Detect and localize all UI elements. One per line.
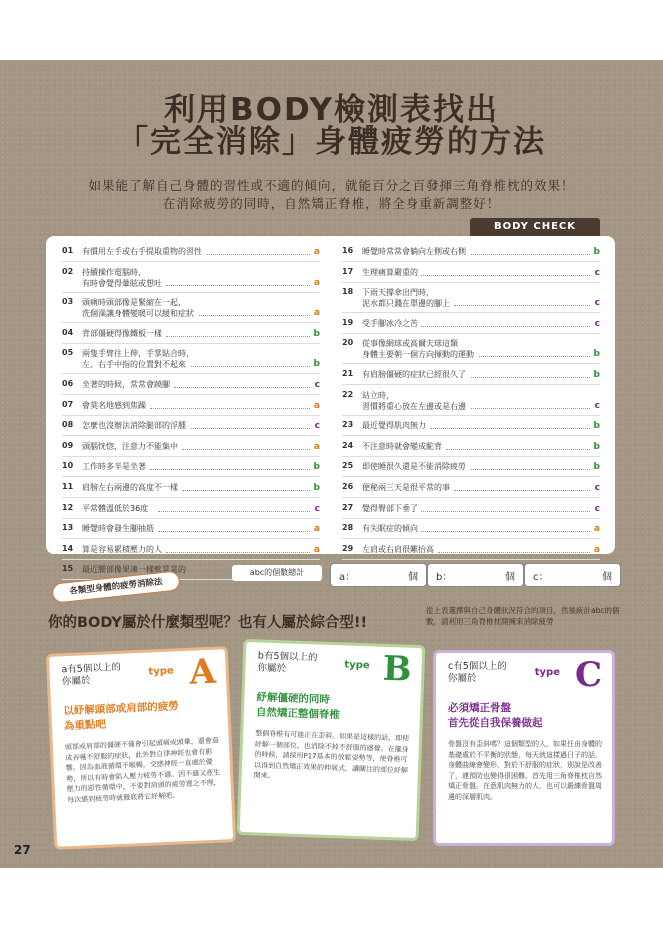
body-type-note: 從上表選擇與自己身體狀況符合的項目，然後統計abc的個數，請利用三角脊椎枕開擁來消除疲勞 <box>426 606 620 626</box>
checklist-item <box>62 379 320 393</box>
count-key: c： <box>533 572 549 583</box>
page-number: 27 <box>14 843 31 857</box>
checklist-item-text: 睡覺時常常會躺向左側或右側 <box>362 247 466 256</box>
checklist-item-text: 最近覺得肌肉無力 <box>362 421 426 431</box>
checklist-item-number: 04 <box>62 327 74 337</box>
checklist-item-number: 26 <box>342 482 354 491</box>
checklist-item <box>342 544 600 558</box>
checklist-item <box>62 267 320 291</box>
checklist-item-type: c <box>594 483 600 493</box>
checklist-item <box>342 338 600 362</box>
body-type-question: 你的BODY屬於什麼類型呢？也有人屬於綜合型!! <box>48 615 368 631</box>
checklist-item <box>342 523 600 537</box>
checklist-item-text: 兩隻手臂往上伸，手掌貼合時， <box>82 349 194 359</box>
checklist-item-number: 28 <box>342 523 354 533</box>
checklist-item-text: 有失眠症的傾向 <box>362 524 418 534</box>
checklist-item-type: a <box>313 524 320 535</box>
checklist-item-text: 覺得臀部下垂了 <box>362 503 418 513</box>
type-condition-suffix: 你屬於 <box>257 662 287 675</box>
checklist-item <box>62 544 320 558</box>
checklist-item-type: c <box>314 421 320 432</box>
checklist-item-text: 有時會覺得暈眩或想吐 <box>82 278 162 288</box>
checklist-item <box>342 503 600 517</box>
type-condition: c有5個以上的 <box>448 661 507 672</box>
checklist-item-number: 19 <box>342 317 354 327</box>
checklist-item-text: 泥水都只濺在單邊的腳上 <box>362 299 450 309</box>
checklist-item-number: 12 <box>62 502 74 512</box>
checklist-item-type: b <box>313 328 320 339</box>
checklist-item <box>62 297 320 321</box>
checklist-item-type: a <box>313 277 320 288</box>
checklist-item-number: 22 <box>342 389 354 399</box>
checklist-item-number: 13 <box>62 523 74 533</box>
checklist-item <box>62 420 320 434</box>
checklist-item-text: 算是容易累積壓力的人 <box>82 544 162 554</box>
checklist-item-number: 06 <box>62 379 74 388</box>
count-box-a[interactable] <box>330 563 427 587</box>
checklist-item-text: 下雨天撐傘出門時， <box>362 288 434 298</box>
checklist-item-text: 習慣將重心放在左邊或是右邊 <box>362 401 466 411</box>
checklist-item-text: 有慣用左手或右手提取重物的習性 <box>82 247 202 256</box>
checklist-item-number: 25 <box>342 461 354 471</box>
checklist-item-type: c <box>594 318 600 329</box>
checklist-item-number: 05 <box>62 348 74 358</box>
subtitle-line2: 在消除疲勞的同時，自然矯正脊椎，將全身重新調整好！ <box>162 196 501 211</box>
subtitle-line1: 如果能了解自己身體的習性或不適的傾向，就能百分之百發揮三角脊椎枕的效果！ <box>88 178 575 193</box>
checklist-item-type: a <box>313 544 320 555</box>
checklist-item-number: 09 <box>62 440 74 450</box>
checklist-item-type: b <box>313 462 320 473</box>
checklist-item-type: c <box>594 298 600 309</box>
checklist-item-type: a <box>313 247 320 257</box>
checklist-item-text: 從事像網球或高爾夫球這類 <box>362 339 458 349</box>
checklist-item-type: a <box>313 400 320 411</box>
type-condition: a有5個以上的 <box>61 661 122 676</box>
checklist-item-type: c <box>314 380 320 390</box>
type-letter: B <box>382 648 413 690</box>
type-card-b <box>237 639 426 841</box>
checklist-item-type: b <box>313 359 320 370</box>
type-heading: 紓解僵硬的同時 <box>256 691 331 706</box>
checklist-item-type: a <box>313 308 320 319</box>
checklist-item-type: c <box>314 503 320 514</box>
checklist-item-type: b <box>593 441 600 452</box>
checklist-item <box>342 461 600 475</box>
checklist-item-text: 持續操作電腦時， <box>82 267 146 277</box>
checklist-item-number: 24 <box>342 440 354 450</box>
checklist-item-type: a <box>313 441 320 452</box>
checklist-item-text: 左肩或右肩很難抬高 <box>362 544 434 554</box>
checklist-item-number: 10 <box>62 461 74 471</box>
checklist-item-number: 15 <box>62 564 74 574</box>
checklist-item-type: a <box>593 524 600 535</box>
type-heading: 為重點吧 <box>63 718 107 733</box>
checklist-item <box>342 369 600 383</box>
checklist-item <box>62 400 320 414</box>
checklist-item-text: 平常體溫低於36度 <box>82 503 149 513</box>
checklist-item <box>62 503 320 517</box>
checklist-item-text: 怎麼也沒辦法消除腿部的浮腫 <box>82 421 186 431</box>
type-description: 整個脊椎有可能正在歪斜。如果是這樣的話，即使紓解一個部位，也消除不掉不舒服的感覺。在擺身的時候，請採用P17基本的放鬆姿勢等，使脊椎可以得到自然矯正效果的伸展式，讓關注的部位紓解開來。 <box>253 729 410 781</box>
type-condition: b有5個以上的 <box>257 650 318 664</box>
checklist-item <box>62 523 320 537</box>
checklist-item <box>342 267 600 281</box>
checklist-item <box>342 287 600 311</box>
checklist-item-type: b <box>313 483 320 493</box>
checklist-item-text: 工作時多半是坐著 <box>82 462 146 472</box>
checklist-item-type: b <box>593 349 600 360</box>
checklist-item-number: 27 <box>342 502 354 512</box>
count-box-b[interactable] <box>427 563 524 587</box>
count-unit: 個 <box>602 572 612 583</box>
checklist-item-text: 不注意時就會變成駝背 <box>362 441 442 451</box>
checklist-item-text: 睡覺時會發生腳抽筋 <box>82 524 154 534</box>
checklist-item-type: c <box>594 267 600 278</box>
type-heading: 必須矯正骨盤 <box>448 702 511 714</box>
count-unit: 個 <box>408 572 418 583</box>
checklist-item-text: 背部僵硬得像鐵板一樣 <box>82 328 162 338</box>
checklist-item <box>62 441 320 455</box>
checklist-item-number: 16 <box>342 246 354 255</box>
checklist-item-text: 有肩膀僵硬的症狀已經很久了 <box>362 370 466 379</box>
checklist-item-text: 頭痛時頭部像是緊縮在一起， <box>82 298 186 308</box>
checklist-item-number: 20 <box>342 338 354 348</box>
type-condition-suffix: 你屬於 <box>448 673 477 684</box>
checklist-item-text: 最近腰部像果凍一樣軟晃晃的 <box>82 565 186 575</box>
checklist-item-text: 肩膀左右兩邊的高度不一樣 <box>82 483 178 492</box>
checklist-item-text: 左、右手中指的位置對不起來 <box>82 360 186 370</box>
checklist-item-number: 03 <box>62 297 74 307</box>
type-description: 頭部或肩部的僵硬不僅會引起頭痛或頭暈，還會造成吞嚥不舒服的症狀，此外對自律神經也會有影響。因為血液循環不順暢，交感神經一直處於優勢，所以有時會陷入壓力疲勞不適。因不適又產生壓力的惡性循環中，不要對肩頭的疲勞置之不理，每次感到疲勞時就徹底將它紓解吧。 <box>64 736 221 804</box>
type-word: type <box>344 659 370 672</box>
checklist-item-type: c <box>594 503 600 514</box>
type-card-a <box>46 646 236 850</box>
type-word: type <box>534 667 560 678</box>
count-unit: 個 <box>505 572 515 583</box>
type-description: 骨盤沒有歪斜嗎？這個類型的人，如果任由身體的基礎處於不平衡的狀態，每天就這樣過日子的話，身體曲線會變形，對於不舒服的症狀，別說是改善了，連預防也變得很困難。首先用三角脊椎枕自然矯正骨盤。在意肌肉無力的人，也可以鍛練骨盤周邊的深層肌肉。 <box>448 740 602 801</box>
count-key: b： <box>436 572 453 583</box>
page-title-line1: 利用BODY檢測表找出 <box>164 92 499 128</box>
checklist-item-type: c <box>594 400 600 411</box>
checklist-item <box>342 420 600 434</box>
checklist-item-number: 08 <box>62 420 74 430</box>
count-box-c[interactable] <box>524 563 621 587</box>
checklist-item-type: b <box>593 421 600 432</box>
checklist-item <box>62 246 320 260</box>
type-word: type <box>148 665 174 678</box>
checklist-item-text: 生理痛算嚴重的 <box>362 267 418 277</box>
checklist-item <box>342 246 600 260</box>
checklist-item <box>62 348 320 372</box>
type-letter: C <box>574 655 602 695</box>
type-letter: A <box>188 651 217 693</box>
type-heading: 首先從自我保養做起 <box>448 717 543 729</box>
checklist-item-text: 身體主要朝一個方向揮動的運動 <box>362 350 474 360</box>
fatigue-method-ribbon: 各類型身體的疲勞消除法 <box>51 570 180 603</box>
checklist-item-number: 17 <box>342 266 354 276</box>
type-card-c <box>433 650 615 846</box>
checklist-item-number: 11 <box>62 482 74 491</box>
checklist-item-type: a <box>593 544 600 555</box>
checklist-item-type: b <box>593 247 600 257</box>
checklist-item-text: 洗個澡讓身體變暖可以緩和症狀 <box>82 309 194 319</box>
checklist-item <box>62 461 320 475</box>
checklist-item-type: b <box>593 462 600 473</box>
checklist-item-number: 02 <box>62 266 74 276</box>
checklist-item <box>342 441 600 455</box>
checklist-item-number: 01 <box>62 246 74 255</box>
checklist-item <box>62 328 320 342</box>
checklist-item <box>342 390 600 414</box>
checklist-item-text: 即使睡很久還是不能消除疲勞 <box>362 462 466 472</box>
checklist-item-number: 18 <box>342 287 354 297</box>
checklist-item-number: 21 <box>342 369 354 378</box>
checklist-item-number: 29 <box>342 543 354 553</box>
checklist-item-type: b <box>593 370 600 380</box>
checklist-item <box>62 482 320 496</box>
checklist-item <box>342 482 600 496</box>
type-heading: 以紓解頭部或肩部的疲勞 <box>63 700 179 718</box>
type-condition-suffix: 你屬於 <box>61 675 91 688</box>
checklist-item-number: 14 <box>62 543 74 553</box>
type-heading: 自然矯正整個脊椎 <box>255 706 341 722</box>
checklist-item-text: 坐著的時候，常常會蹺腳 <box>82 380 170 389</box>
page-title-line2: 「完全消除」身體疲勞的方法 <box>117 124 546 160</box>
checklist-item-text: 會莫名地感到焦躁 <box>82 400 146 410</box>
abc-count-label: abc的個數總計 <box>232 565 322 581</box>
checklist-item-number: 07 <box>62 399 74 409</box>
count-key: a： <box>339 572 356 583</box>
checklist-item-text: 受手腳冰冷之苦 <box>362 318 418 328</box>
checklist-item-text: 站立時， <box>362 390 394 400</box>
checklist-item-text: 便秘兩三天是很平常的事 <box>362 483 450 492</box>
checklist-item <box>342 318 600 332</box>
checklist-item-text: 頭腦恍惚，注意力不能集中 <box>82 441 178 451</box>
body-check-tab: BODY CHECK <box>470 218 600 236</box>
checklist-item-number: 23 <box>342 420 354 430</box>
